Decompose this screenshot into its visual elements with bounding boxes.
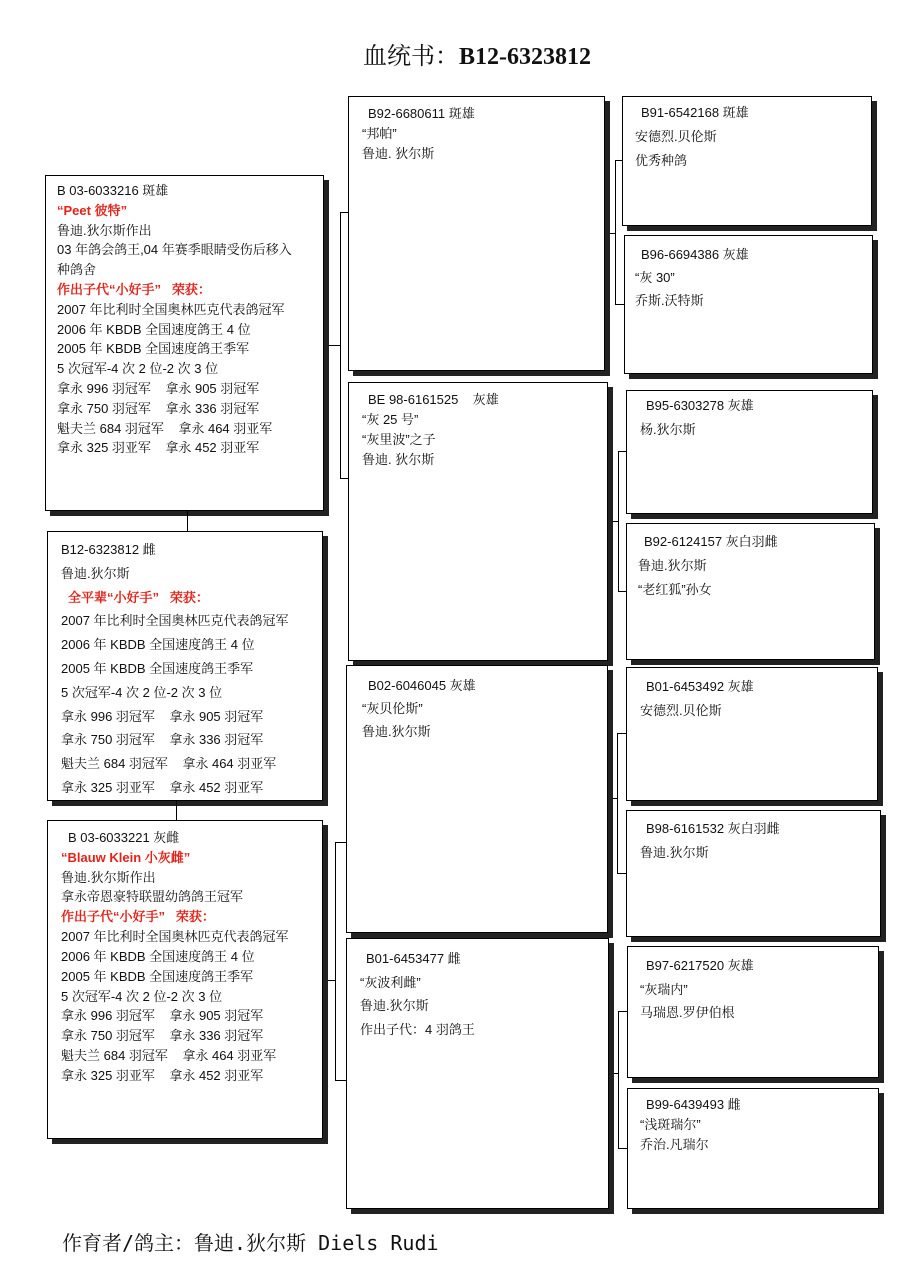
pedigree-line: 拿永 750 羽冠军 拿永 336 羽冠军 — [61, 732, 264, 748]
connector-line — [335, 1080, 346, 1081]
pedigree-line: 2006 年 KBDB 全国速度鸽王 4 位 — [61, 637, 255, 653]
pedigree-line: 拿永 325 羽亚军 拿永 452 羽亚军 — [57, 440, 260, 456]
pedigree-line: 拿永 750 羽冠军 拿永 336 羽冠军 — [61, 1028, 264, 1044]
pedigree-line: 2007 年比利时全国奥林匹克代表鸽冠军 — [61, 613, 289, 629]
pedigree-line: “灰瑞内” — [640, 981, 688, 997]
pedigree-line: 种鸽舍 — [57, 262, 97, 278]
connector-line — [615, 304, 624, 305]
pedigree-line: 2005 年 KBDB 全国速度鸽王季军 — [61, 968, 254, 984]
ring-number-line: B92-6124157 灰白羽雌 — [644, 534, 778, 549]
maternal-grandsire-card — [346, 665, 608, 933]
pedigree-line: “邦帕” — [362, 126, 397, 141]
highlight-line: “Peet 彼特” — [57, 202, 128, 218]
pedigree-line: 鲁迪. 狄尔斯 — [362, 452, 435, 467]
pedigree-line: 拿永 325 羽亚军 拿永 452 羽亚军 — [61, 1067, 264, 1083]
ring-number-line: B01-6453492 灰雄 — [646, 679, 754, 694]
pedigree-line: 安德烈.贝伦斯 — [640, 703, 722, 718]
pedigree-line: 马瑞恩.罗伊伯根 — [640, 1005, 735, 1020]
connector-line — [176, 801, 177, 820]
ring-number-line: B02-6046045 灰雄 — [368, 678, 476, 693]
connector-line — [615, 160, 616, 305]
pedigree-line: “浅斑瑞尔” — [640, 1117, 701, 1132]
pedigree-line: 2006 年 KBDB 全国速度鸽王 4 位 — [61, 948, 255, 964]
paternal-grandsire-card — [348, 96, 605, 371]
pedigree-line: 拿永 996 羽冠军 拿永 905 羽冠军 — [61, 1008, 264, 1024]
great-grandparent-card-7 — [627, 946, 879, 1078]
ring-number-line: B01-6453477 雌 — [366, 951, 461, 966]
pedigree-line: 2007 年比利时全国奥林匹克代表鸽冠军 — [61, 929, 289, 945]
subject-card — [47, 531, 323, 801]
connector-line — [618, 591, 626, 592]
connector-line — [328, 980, 335, 981]
connector-line — [617, 733, 618, 874]
pedigree-line: “灰里波”之子 — [362, 432, 436, 447]
dam-card — [47, 820, 323, 1139]
title-ring-number: B12-6323812 — [459, 44, 591, 70]
highlight-line: 作出子代“小好手” 荣获： — [61, 909, 215, 925]
pedigree-line: 2007 年比利时全国奥林匹克代表鸽冠军 — [57, 301, 285, 317]
ring-number-line: B97-6217520 灰雄 — [646, 958, 754, 973]
connector-line — [618, 1148, 627, 1149]
great-grandparent-card-5 — [626, 667, 878, 801]
connector-line — [618, 1011, 619, 1149]
connector-line — [618, 451, 626, 452]
pedigree-line: 拿永 996 羽冠军 拿永 905 羽冠军 — [61, 708, 264, 724]
ring-number-line: B99-6439493 雌 — [646, 1097, 741, 1112]
pedigree-line: 鲁迪.狄尔斯 — [61, 565, 130, 581]
pedigree-line: “灰 30” — [635, 270, 675, 285]
pedigree-line: 乔斯.沃特斯 — [635, 293, 704, 308]
pedigree-line: 鲁迪.狄尔斯作出 — [57, 222, 152, 238]
connector-line — [340, 212, 348, 213]
pedigree-line: 拿永帝恩豪特联盟幼鸽鸽王冠军 — [61, 889, 244, 905]
pedigree-line: 魁夫兰 684 羽冠军 拿永 464 羽亚军 — [57, 420, 273, 436]
pedigree-line: 鲁迪.狄尔斯 — [360, 998, 429, 1014]
highlight-line: 作出子代“小好手” 荣获： — [57, 281, 211, 297]
pedigree-line: “灰波利雌” — [360, 974, 421, 990]
pedigree-line: 作出子代：4 羽鸽王 — [360, 1022, 475, 1038]
connector-line — [187, 511, 188, 531]
connector-line — [617, 733, 626, 734]
connector-line — [340, 478, 348, 479]
ring-number-line: B12-6323812 雌 — [61, 542, 156, 557]
pedigree-line: 鲁迪.狄尔斯 — [640, 845, 709, 860]
pedigree-line: 拿永 996 羽冠军 拿永 905 羽冠军 — [57, 380, 260, 396]
pedigree-line: 魁夫兰 684 羽冠军 拿永 464 羽亚军 — [61, 1048, 277, 1064]
great-grandparent-card-1 — [622, 96, 872, 226]
ring-number-line: B 03-6033221 灰雌 — [68, 830, 180, 845]
pedigree-line: 鲁迪.狄尔斯作出 — [61, 869, 156, 885]
pedigree-line: 乔治.凡瑞尔 — [640, 1137, 709, 1152]
title-label: 血统书： — [363, 44, 459, 70]
pedigree-line: 魁夫兰 684 羽冠军 拿永 464 羽亚军 — [61, 756, 277, 772]
pedigree-line: 03 年鸽会鸽王,04 年赛季眼睛受伤后移入 — [57, 242, 292, 258]
connector-line — [618, 451, 619, 592]
great-grandparent-card-3 — [626, 390, 873, 514]
highlight-line: “Blauw Klein 小灰雌” — [61, 849, 191, 865]
ring-number-line: B96-6694386 灰雄 — [641, 247, 749, 262]
pedigree-line: 2006 年 KBDB 全国速度鸽王 4 位 — [57, 321, 251, 337]
pedigree-line: 鲁迪.狄尔斯 — [638, 558, 707, 573]
pedigree-line: “灰贝伦斯” — [362, 701, 423, 716]
maternal-granddam-card — [346, 938, 609, 1209]
connector-line — [615, 160, 622, 161]
connector-line — [618, 1011, 627, 1012]
connector-line — [340, 212, 341, 479]
highlight-line: 全平辈“小好手” 荣获： — [68, 589, 209, 605]
ring-number-line: B95-6303278 灰雄 — [646, 398, 754, 413]
pedigree-line: 5 次冠军-4 次 2 位-2 次 3 位 — [61, 684, 223, 700]
pedigree-line: 杨.狄尔斯 — [640, 422, 696, 437]
pedigree-line: 鲁迪. 狄尔斯 — [362, 146, 435, 161]
great-grandparent-card-8 — [627, 1088, 879, 1209]
great-grandparent-card-2 — [624, 235, 873, 374]
great-grandparent-card-6 — [626, 810, 881, 937]
page-title — [363, 43, 591, 71]
connector-line — [329, 345, 340, 346]
sire-card — [45, 175, 324, 511]
pedigree-line: 拿永 325 羽亚军 拿永 452 羽亚军 — [61, 779, 264, 795]
paternal-granddam-card — [348, 382, 608, 661]
ring-number-line: B 03-6033216 斑雄 — [57, 183, 169, 198]
connector-line — [335, 842, 336, 1081]
ring-number-line: B92-6680611 斑雄 — [368, 106, 475, 121]
pedigree-line: 2005 年 KBDB 全国速度鸽王季军 — [57, 341, 250, 357]
pedigree-line: “灰 25 号” — [362, 412, 419, 427]
pedigree-line: “老红狐”孙女 — [638, 582, 712, 597]
pedigree-line: 5 次冠军-4 次 2 位-2 次 3 位 — [61, 988, 223, 1004]
great-grandparent-card-4 — [626, 523, 875, 660]
connector-line — [617, 873, 626, 874]
pedigree-line: 安德烈.贝伦斯 — [635, 129, 717, 144]
ring-number-line: B91-6542168 斑雄 — [641, 105, 749, 120]
pedigree-line: 5 次冠军-4 次 2 位-2 次 3 位 — [57, 361, 219, 377]
pedigree-line: 拿永 750 羽冠军 拿永 336 羽冠军 — [57, 400, 260, 416]
connector-line — [335, 842, 346, 843]
pedigree-line: 鲁迪.狄尔斯 — [362, 724, 431, 739]
ring-number-line: BE 98-6161525 灰雄 — [368, 392, 499, 407]
breeder-owner-line: 作育者/鸽主：鲁迪.狄尔斯 Diels Rudi — [62, 1231, 439, 1255]
pedigree-line: 2005 年 KBDB 全国速度鸽王季军 — [61, 660, 254, 676]
ring-number-line: B98-6161532 灰白羽雌 — [646, 821, 780, 836]
pedigree-line: 优秀种鸽 — [635, 153, 688, 168]
